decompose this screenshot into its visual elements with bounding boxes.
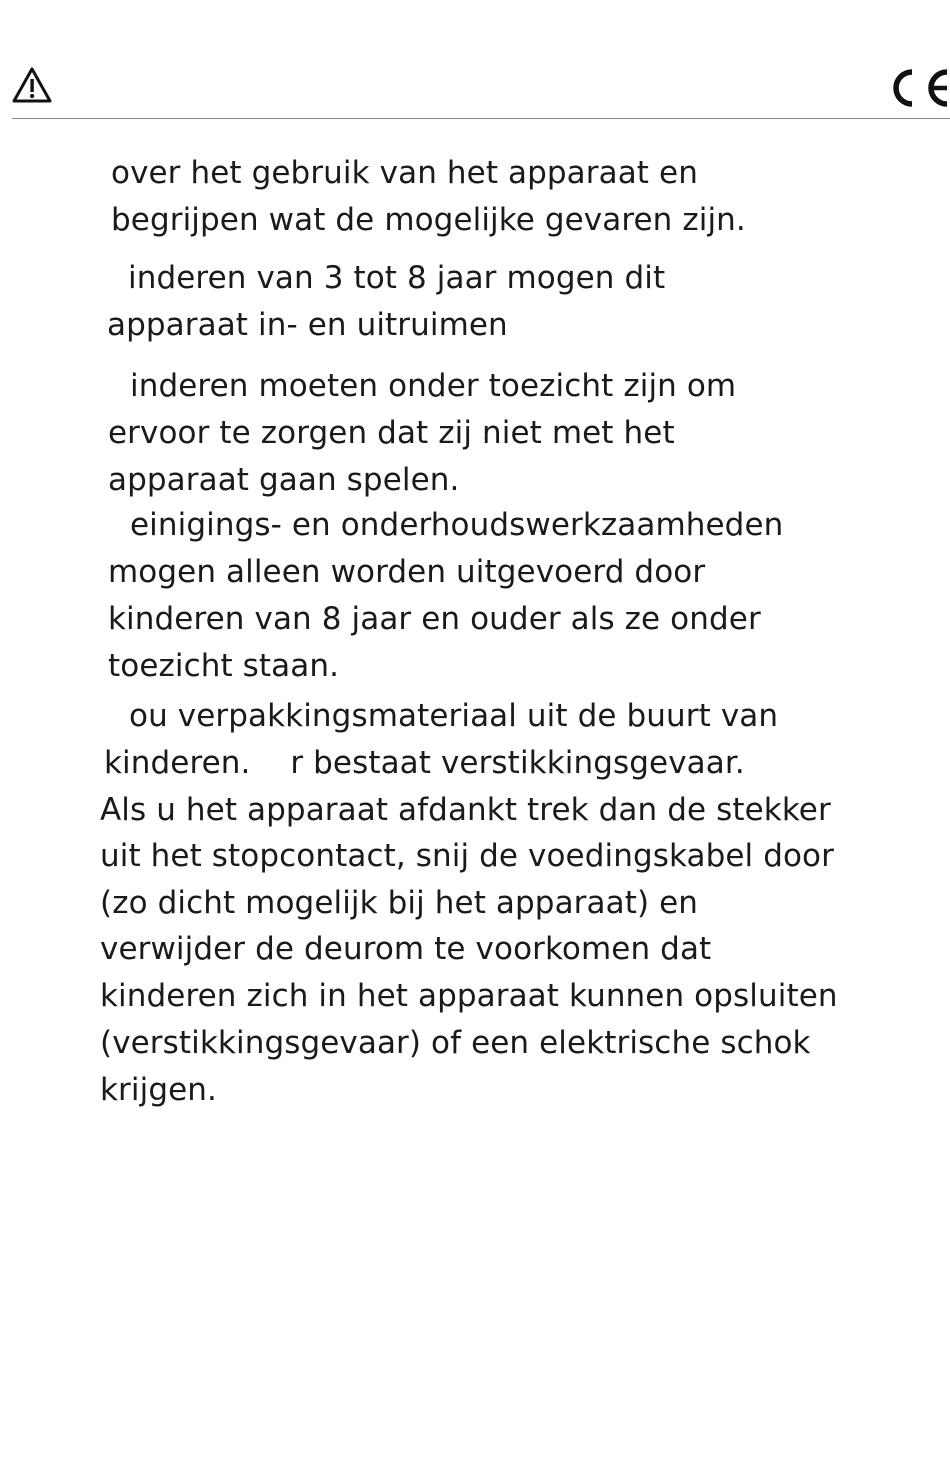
text-line: krijgen. bbox=[100, 1072, 217, 1108]
text-line: kinderen van 8 jaar en ouder als ze onder bbox=[108, 601, 761, 637]
text-line: inderen moeten onder toezicht zijn om bbox=[130, 368, 737, 404]
text-line: apparaat gaan spelen. bbox=[108, 462, 460, 498]
text-line: kinderen zich in het apparaat kunnen opsluiten bbox=[100, 978, 838, 1014]
header-divider bbox=[12, 118, 950, 119]
text-line: over het gebruik van het apparaat en bbox=[111, 155, 698, 191]
text-line: einigings- en onderhoudswerkzaamheden bbox=[130, 507, 784, 543]
ce-conformity-mark-icon bbox=[893, 68, 950, 108]
text-line: (verstikkingsgevaar) of een elektrische schok bbox=[100, 1025, 811, 1061]
text-line: inderen van 3 tot 8 jaar mogen dit bbox=[128, 260, 666, 296]
text-line: (zo dicht mogelijk bij het apparaat) en bbox=[100, 885, 699, 921]
text-line: Als u het apparaat afdankt trek dan de stekker bbox=[100, 792, 831, 828]
page-header bbox=[0, 0, 950, 120]
warning-triangle-icon bbox=[11, 66, 53, 104]
text-line: toezicht staan. bbox=[108, 648, 340, 684]
text-line: ou verpakkingsmateriaal uit de buurt van bbox=[129, 698, 779, 734]
text-line: kinderen. r bestaat verstikkingsgevaar. bbox=[104, 745, 745, 781]
text-line: apparaat in- en uitruimen bbox=[107, 307, 508, 343]
text-line: begrijpen wat de mogelijke gevaren zijn. bbox=[111, 202, 746, 238]
text-line: ervoor te zorgen dat zij niet met het bbox=[108, 415, 675, 451]
text-line: uit het stopcontact, snij de voedingskabel door bbox=[100, 838, 834, 874]
text-line: mogen alleen worden uitgevoerd door bbox=[108, 554, 706, 590]
text-line: verwijder de deurom te voorkomen dat bbox=[100, 931, 712, 967]
